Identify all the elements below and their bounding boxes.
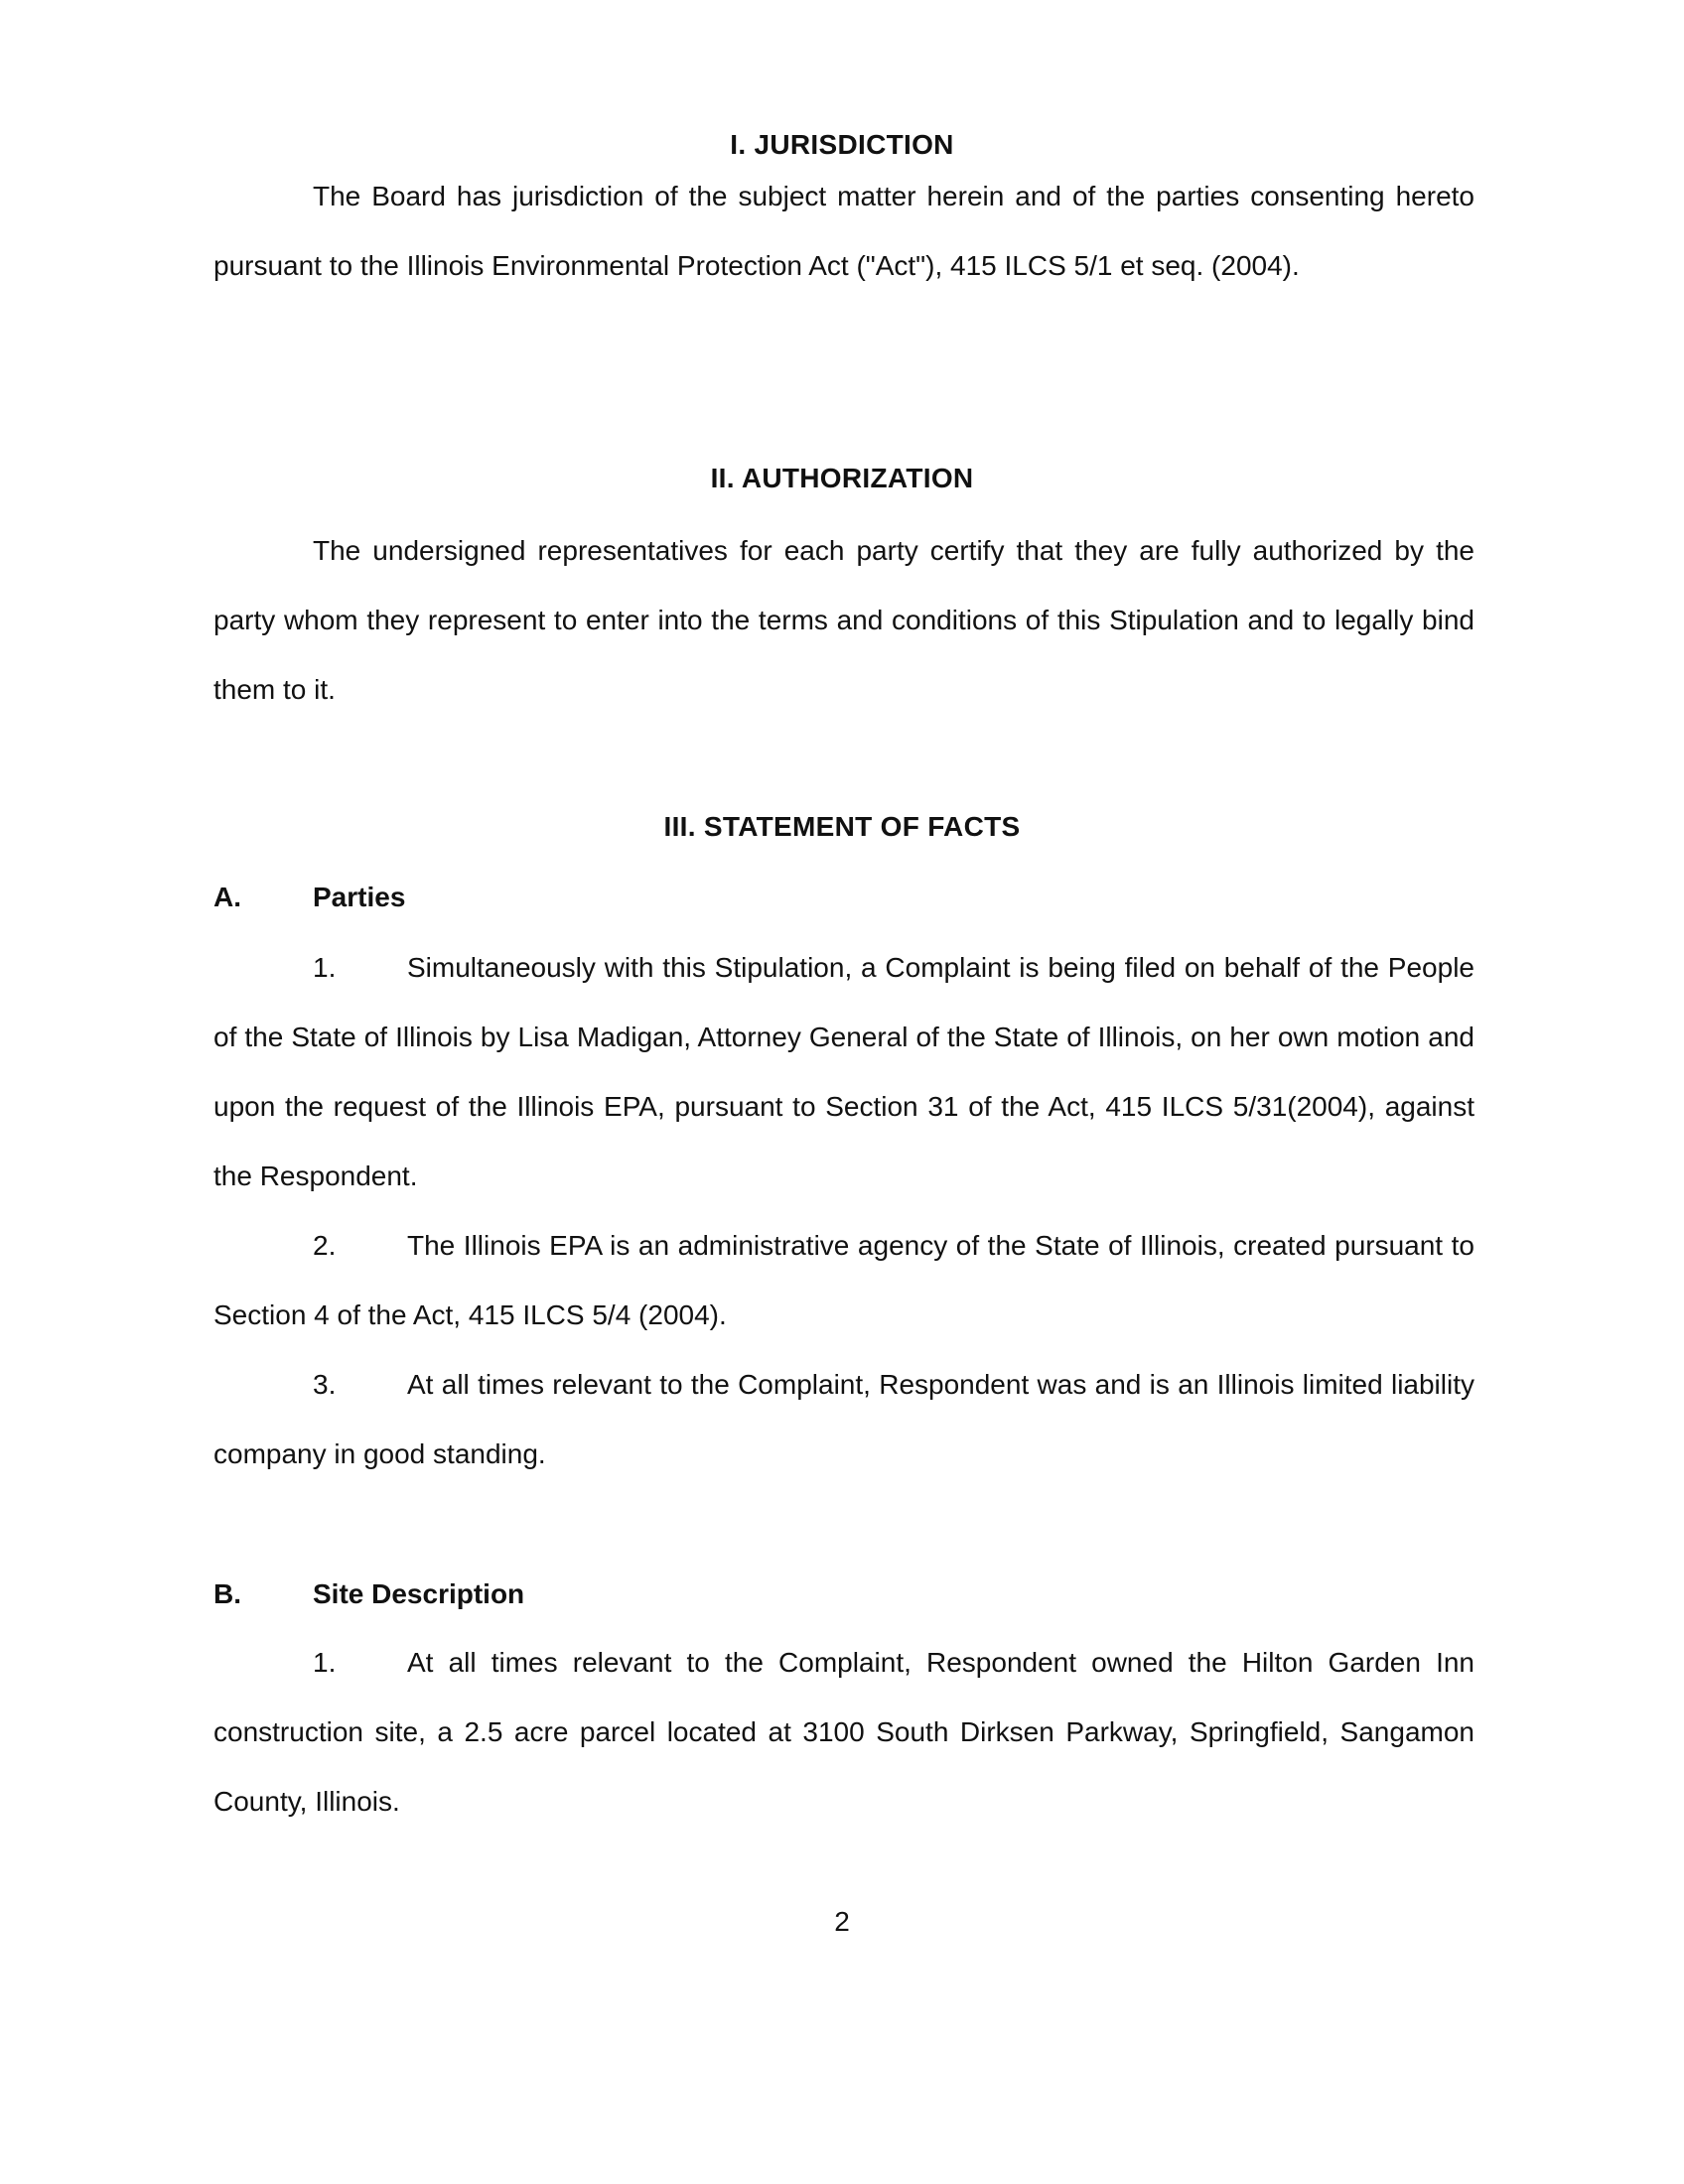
heading-jurisdiction: I. JURISDICTION — [730, 129, 954, 160]
subheading-site-description — [213, 1578, 524, 1610]
item-number: 1. — [313, 952, 337, 983]
parties-item-2 — [213, 1211, 1474, 1350]
subheading-title: Site Description — [313, 1578, 525, 1609]
item-text: The Illinois EPA is an administrative agency of the State of Illinois, created pursuant to Section 4 of the Act, 415 ILCS 5/4 (2004). — [213, 1230, 1474, 1330]
subheading-title: Parties — [313, 882, 406, 912]
heading-authorization: II. AUTHORIZATION — [710, 463, 974, 493]
page-number: 2 — [834, 1906, 850, 1937]
subheading-parties — [213, 882, 405, 913]
subheading-letter: B. — [213, 1578, 241, 1609]
item-number: 2. — [313, 1230, 337, 1261]
item-number: 1. — [313, 1647, 337, 1678]
paragraph-jurisdiction: The Board has jurisdiction of the subject matter herein and of the parties consenting hereto pursuant to the Illinois Environmental Protection Act ("Act"), 415 ILCS 5/1 et seq. (2004). — [213, 181, 1474, 281]
subheading-letter: A. — [213, 882, 241, 912]
parties-item-1 — [213, 933, 1474, 1211]
item-text: Simultaneously with this Stipulation, a Complaint is being filed on behalf of the People of the State of Illinois by Lisa Madigan, Attorney General of the State of Illinois, on her own motion and upon the request of the Illinois EPA, pursuant to Section 31 of the Act, 415 ILCS 5/31(2004), against the Respondent. — [213, 952, 1474, 1191]
paragraph-authorization: The undersigned representatives for each party certify that they are fully authorized by the party whom they represent to enter into the terms and conditions of this Stipulation and to legally bind them to it. — [213, 535, 1474, 705]
item-text: At all times relevant to the Complaint, Respondent owned the Hilton Garden Inn construction site, a 2.5 acre parcel located at 3100 South Dirksen Parkway, Springfield, Sangamon County, Illinois. — [213, 1647, 1474, 1817]
parties-item-3 — [213, 1350, 1474, 1489]
heading-statement-of-facts: III. STATEMENT OF FACTS — [663, 811, 1021, 842]
item-text: At all times relevant to the Complaint, Respondent was and is an Illinois limited liability company in good standing. — [213, 1369, 1474, 1469]
item-number: 3. — [313, 1369, 337, 1400]
site-item-1 — [213, 1628, 1474, 1837]
